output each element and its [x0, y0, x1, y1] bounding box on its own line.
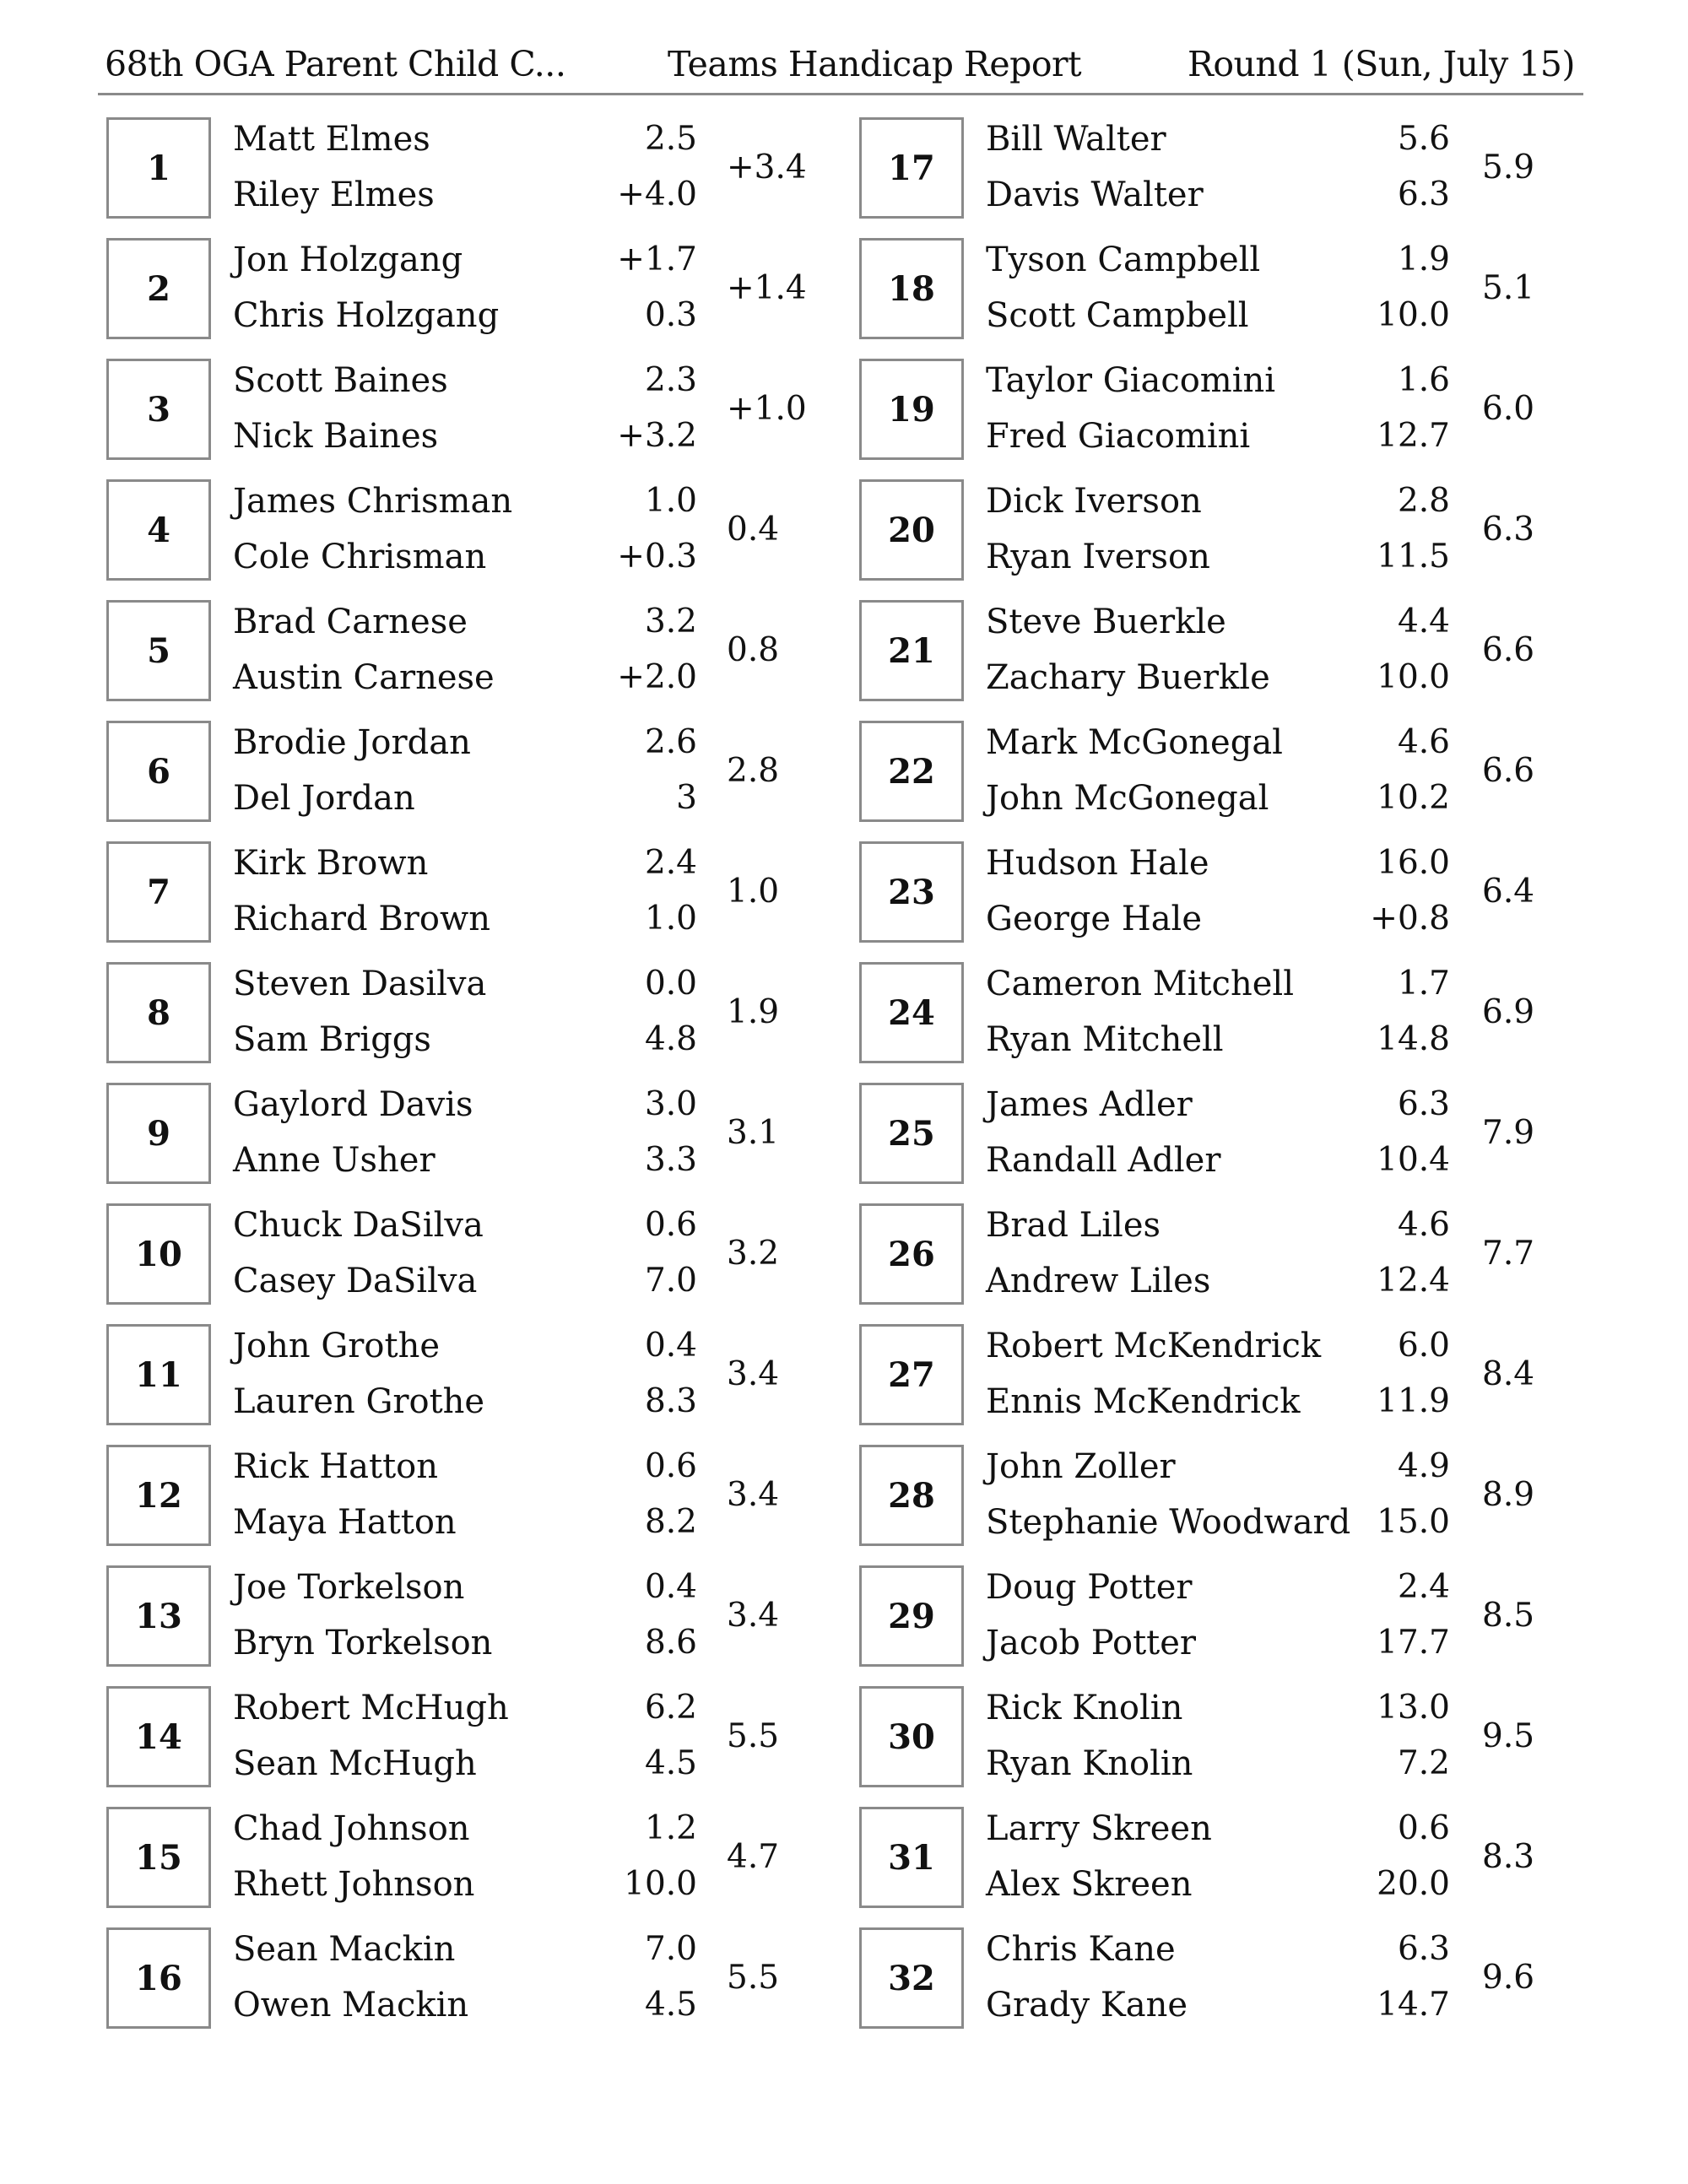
player-2-name: Rhett Johnson: [233, 1865, 475, 1904]
player-1-name: Sean Mackin: [233, 1930, 456, 1969]
team-handicap: 3.2: [727, 1235, 780, 1273]
player-2-name: Ryan Mitchell: [986, 1020, 1224, 1059]
player-2-name: Lauren Grothe: [233, 1382, 485, 1421]
player-1-name: Tyson Campbell: [986, 241, 1261, 279]
team-handicap: 6.9: [1482, 993, 1535, 1031]
team-28: [851, 1441, 1560, 1549]
player-1-handicap: 6.2: [644, 1689, 697, 1727]
player-2-handicap: 4.5: [644, 1744, 697, 1782]
player-2-name: Zachary Buerkle: [986, 658, 1270, 697]
player-2-handicap: 11.9: [1377, 1382, 1450, 1420]
player-2-handicap: 10.4: [1377, 1141, 1450, 1179]
team-number: 16: [106, 1927, 211, 2029]
player-1-handicap: 1.9: [1397, 241, 1450, 278]
player-2-name: George Hale: [986, 900, 1203, 938]
team-number: 25: [859, 1083, 964, 1184]
player-2-handicap: 12.4: [1377, 1262, 1450, 1300]
player-1-handicap: 4.6: [1397, 1206, 1450, 1244]
player-2-name: Ryan Knolin: [986, 1744, 1193, 1783]
team-handicap: +1.0: [727, 390, 807, 428]
player-2-name: Owen Mackin: [233, 1986, 469, 2025]
player-1-handicap: 13.0: [1377, 1689, 1450, 1727]
report-title: Teams Handicap Report: [668, 44, 1082, 84]
player-2-name: Randall Adler: [986, 1141, 1221, 1180]
team-handicap: 9.6: [1482, 1959, 1535, 1997]
team-number: 5: [106, 600, 211, 701]
player-1-handicap: 6.3: [1397, 1085, 1450, 1123]
team-handicap: 6.4: [1482, 873, 1535, 911]
team-number: 7: [106, 841, 211, 943]
player-2-handicap: 8.2: [644, 1503, 697, 1541]
team-handicap: 0.8: [727, 631, 780, 669]
player-2-name: Nick Baines: [233, 417, 439, 456]
player-2-handicap: +0.3: [617, 538, 697, 576]
player-1-handicap: 0.4: [644, 1568, 697, 1606]
player-1-handicap: 16.0: [1377, 844, 1450, 882]
team-handicap: 8.5: [1482, 1597, 1535, 1635]
team-number: 12: [106, 1445, 211, 1546]
player-1-name: Robert McHugh: [233, 1689, 509, 1727]
team-4: [98, 476, 807, 584]
team-23: [851, 838, 1560, 946]
team-handicap: 0.4: [727, 511, 780, 549]
player-1-handicap: 0.0: [644, 965, 697, 1003]
team-handicap: 4.7: [727, 1838, 780, 1876]
team-6: [98, 717, 807, 825]
team-handicap: 5.9: [1482, 149, 1535, 187]
player-2-handicap: 7.0: [644, 1262, 697, 1300]
player-2-name: Richard Brown: [233, 900, 490, 938]
team-number: 13: [106, 1565, 211, 1667]
team-handicap: +1.4: [727, 269, 807, 307]
player-1-name: James Chrisman: [233, 482, 513, 521]
team-number: 10: [106, 1203, 211, 1305]
player-2-handicap: 11.5: [1377, 538, 1450, 576]
player-2-handicap: +2.0: [617, 658, 697, 696]
player-1-handicap: 7.0: [644, 1930, 697, 1968]
player-1-name: John Grothe: [233, 1327, 441, 1365]
player-2-handicap: 3: [676, 779, 697, 817]
team-number: 14: [106, 1686, 211, 1787]
player-2-handicap: 8.3: [644, 1382, 697, 1420]
team-number: 15: [106, 1807, 211, 1908]
team-handicap: 3.4: [727, 1355, 780, 1393]
team-13: [98, 1562, 807, 1670]
team-number: 32: [859, 1927, 964, 2029]
player-1-name: Kirk Brown: [233, 844, 429, 883]
team-handicap: 8.4: [1482, 1355, 1535, 1393]
team-handicap: 9.5: [1482, 1717, 1535, 1755]
player-2-name: Alex Skreen: [986, 1865, 1193, 1904]
report-header: [98, 34, 1575, 96]
team-number: 26: [859, 1203, 964, 1305]
team-18: [851, 235, 1560, 343]
player-1-handicap: 6.3: [1397, 1930, 1450, 1968]
team-26: [851, 1200, 1560, 1308]
team-12: [98, 1441, 807, 1549]
team-3: [98, 355, 807, 463]
team-number: 19: [859, 359, 964, 460]
player-2-name: Grady Kane: [986, 1986, 1188, 2025]
player-2-name: Chris Holzgang: [233, 296, 500, 335]
player-1-name: Brad Carnese: [233, 603, 468, 641]
team-number: 11: [106, 1324, 211, 1425]
player-1-handicap: 2.4: [1397, 1568, 1450, 1606]
team-handicap: 6.6: [1482, 752, 1535, 790]
player-1-name: Rick Hatton: [233, 1447, 438, 1486]
player-2-name: Austin Carnese: [233, 658, 495, 697]
player-2-name: Maya Hatton: [233, 1503, 457, 1542]
player-1-handicap: 0.6: [644, 1206, 697, 1244]
player-2-name: Ryan Iverson: [986, 538, 1210, 576]
player-1-name: Steven Dasilva: [233, 965, 487, 1003]
team-handicap: +3.4: [727, 149, 807, 187]
team-number: 22: [859, 721, 964, 822]
team-10: [98, 1200, 807, 1308]
team-15: [98, 1803, 807, 1911]
team-32: [851, 1924, 1560, 2032]
player-2-name: Anne Usher: [233, 1141, 436, 1180]
player-1-name: Scott Baines: [233, 361, 448, 400]
player-1-name: Gaylord Davis: [233, 1085, 473, 1124]
player-2-handicap: 4.5: [644, 1986, 697, 2024]
player-2-name: Casey DaSilva: [233, 1262, 478, 1300]
player-2-handicap: 17.7: [1377, 1624, 1450, 1662]
player-1-name: John Zoller: [986, 1447, 1176, 1486]
player-1-name: Brodie Jordan: [233, 723, 471, 762]
team-number: 23: [859, 841, 964, 943]
player-2-handicap: 7.2: [1397, 1744, 1450, 1782]
team-31: [851, 1803, 1560, 1911]
team-number: 4: [106, 479, 211, 581]
team-9: [98, 1079, 807, 1187]
team-number: 8: [106, 962, 211, 1063]
team-number: 28: [859, 1445, 964, 1546]
player-2-name: Sean McHugh: [233, 1744, 477, 1783]
player-2-name: Sam Briggs: [233, 1020, 431, 1059]
player-1-handicap: 4.9: [1397, 1447, 1450, 1485]
player-2-name: Stephanie Woodward: [986, 1503, 1351, 1542]
player-2-name: Scott Campbell: [986, 296, 1249, 335]
player-2-handicap: 8.6: [644, 1624, 697, 1662]
player-1-handicap: 0.6: [644, 1447, 697, 1485]
player-1-name: Brad Liles: [986, 1206, 1161, 1245]
player-2-handicap: 0.3: [644, 296, 697, 334]
player-1-name: Chad Johnson: [233, 1809, 470, 1848]
player-1-handicap: 2.5: [644, 120, 697, 158]
player-1-name: Bill Walter: [986, 120, 1166, 159]
team-20: [851, 476, 1560, 584]
player-1-name: Doug Potter: [986, 1568, 1193, 1607]
team-19: [851, 355, 1560, 463]
player-1-name: Mark McGonegal: [986, 723, 1283, 762]
player-2-name: John McGonegal: [986, 779, 1269, 818]
team-27: [851, 1321, 1560, 1429]
player-1-name: Taylor Giacomini: [986, 361, 1276, 400]
team-handicap: 6.0: [1482, 390, 1535, 428]
player-2-handicap: +4.0: [617, 176, 697, 214]
player-1-name: Rick Knolin: [986, 1689, 1183, 1727]
player-2-name: Jacob Potter: [986, 1624, 1197, 1662]
team-5: [98, 597, 807, 705]
player-2-handicap: +0.8: [1370, 900, 1450, 938]
player-1-handicap: 6.0: [1397, 1327, 1450, 1365]
player-1-handicap: 0.6: [1397, 1809, 1450, 1847]
player-1-handicap: 2.8: [1397, 482, 1450, 520]
team-8: [98, 959, 807, 1067]
team-14: [98, 1683, 807, 1791]
player-1-handicap: 1.2: [644, 1809, 697, 1847]
team-handicap: 8.9: [1482, 1476, 1535, 1514]
team-handicap: 6.6: [1482, 631, 1535, 669]
team-30: [851, 1683, 1560, 1791]
player-1-name: Robert McKendrick: [986, 1327, 1322, 1365]
team-16: [98, 1924, 807, 2032]
player-2-name: Fred Giacomini: [986, 417, 1251, 456]
team-number: 1: [106, 117, 211, 219]
team-number: 6: [106, 721, 211, 822]
player-1-name: James Adler: [986, 1085, 1193, 1124]
player-2-handicap: 10.0: [1377, 658, 1450, 696]
player-2-handicap: 10.0: [624, 1865, 697, 1903]
player-2-name: Bryn Torkelson: [233, 1624, 493, 1662]
team-25: [851, 1079, 1560, 1187]
player-1-handicap: 0.4: [644, 1327, 697, 1365]
player-2-handicap: 3.3: [644, 1141, 697, 1179]
team-number: 27: [859, 1324, 964, 1425]
team-number: 9: [106, 1083, 211, 1184]
player-2-handicap: 6.3: [1397, 176, 1450, 214]
player-1-handicap: 1.7: [1397, 965, 1450, 1003]
team-number: 20: [859, 479, 964, 581]
team-29: [851, 1562, 1560, 1670]
player-1-name: Matt Elmes: [233, 120, 430, 159]
team-number: 24: [859, 962, 964, 1063]
team-number: 17: [859, 117, 964, 219]
player-2-handicap: 20.0: [1377, 1865, 1450, 1903]
team-handicap: 5.5: [727, 1717, 780, 1755]
team-22: [851, 717, 1560, 825]
player-1-name: Joe Torkelson: [233, 1568, 465, 1607]
player-1-name: Chuck DaSilva: [233, 1206, 484, 1245]
team-handicap: 1.9: [727, 993, 780, 1031]
player-2-handicap: 14.8: [1377, 1020, 1450, 1058]
player-2-handicap: 4.8: [644, 1020, 697, 1058]
team-number: 18: [859, 238, 964, 339]
team-handicap: 3.4: [727, 1597, 780, 1635]
player-2-name: Davis Walter: [986, 176, 1204, 214]
team-number: 30: [859, 1686, 964, 1787]
player-1-name: Dick Iverson: [986, 482, 1202, 521]
team-2: [98, 235, 807, 343]
team-handicap: 3.4: [727, 1476, 780, 1514]
team-number: 31: [859, 1807, 964, 1908]
player-2-handicap: +3.2: [617, 417, 697, 455]
team-number: 21: [859, 600, 964, 701]
player-1-name: Cameron Mitchell: [986, 965, 1294, 1003]
team-number: 2: [106, 238, 211, 339]
player-2-handicap: 12.7: [1377, 417, 1450, 455]
team-handicap: 5.1: [1482, 269, 1535, 307]
team-number: 29: [859, 1565, 964, 1667]
team-handicap: 6.3: [1482, 511, 1535, 549]
player-1-handicap: 2.4: [644, 844, 697, 882]
team-handicap: 7.7: [1482, 1235, 1535, 1273]
player-1-name: Steve Buerkle: [986, 603, 1226, 641]
team-handicap: 8.3: [1482, 1838, 1535, 1876]
team-handicap: 3.1: [727, 1114, 780, 1152]
player-1-handicap: 3.2: [644, 603, 697, 641]
player-1-name: Larry Skreen: [986, 1809, 1212, 1848]
team-handicap: 5.5: [727, 1959, 780, 1997]
team-handicap: 2.8: [727, 752, 780, 790]
team-21: [851, 597, 1560, 705]
player-2-name: Riley Elmes: [233, 176, 435, 214]
team-7: [98, 838, 807, 946]
player-1-handicap: 3.0: [644, 1085, 697, 1123]
player-1-handicap: 1.6: [1397, 361, 1450, 399]
player-1-handicap: 5.6: [1397, 120, 1450, 158]
team-handicap: 7.9: [1482, 1114, 1535, 1152]
team-11: [98, 1321, 807, 1429]
team-handicap: 1.0: [727, 873, 780, 911]
player-1-handicap: 4.4: [1397, 603, 1450, 641]
player-2-handicap: 15.0: [1377, 1503, 1450, 1541]
event-title: 68th OGA Parent Child C...: [105, 44, 566, 84]
player-1-handicap: 4.6: [1397, 723, 1450, 761]
header-divider: [98, 93, 1583, 95]
player-1-handicap: 1.0: [644, 482, 697, 520]
player-1-name: Jon Holzgang: [233, 241, 463, 279]
player-1-handicap: +1.7: [617, 241, 697, 278]
player-2-handicap: 1.0: [644, 900, 697, 938]
team-24: [851, 959, 1560, 1067]
team-1: [98, 114, 807, 222]
player-1-handicap: 2.3: [644, 361, 697, 399]
player-1-name: Hudson Hale: [986, 844, 1209, 883]
team-number: 3: [106, 359, 211, 460]
player-1-name: Chris Kane: [986, 1930, 1176, 1969]
player-2-name: Cole Chrisman: [233, 538, 487, 576]
team-17: [851, 114, 1560, 222]
player-2-name: Del Jordan: [233, 779, 415, 818]
player-2-name: Andrew Liles: [986, 1262, 1211, 1300]
round-label: Round 1 (Sun, July 15): [1187, 44, 1575, 84]
player-2-name: Ennis McKendrick: [986, 1382, 1301, 1421]
player-2-handicap: 10.2: [1377, 779, 1450, 817]
player-2-handicap: 14.7: [1377, 1986, 1450, 2024]
player-2-handicap: 10.0: [1377, 296, 1450, 334]
player-1-handicap: 2.6: [644, 723, 697, 761]
